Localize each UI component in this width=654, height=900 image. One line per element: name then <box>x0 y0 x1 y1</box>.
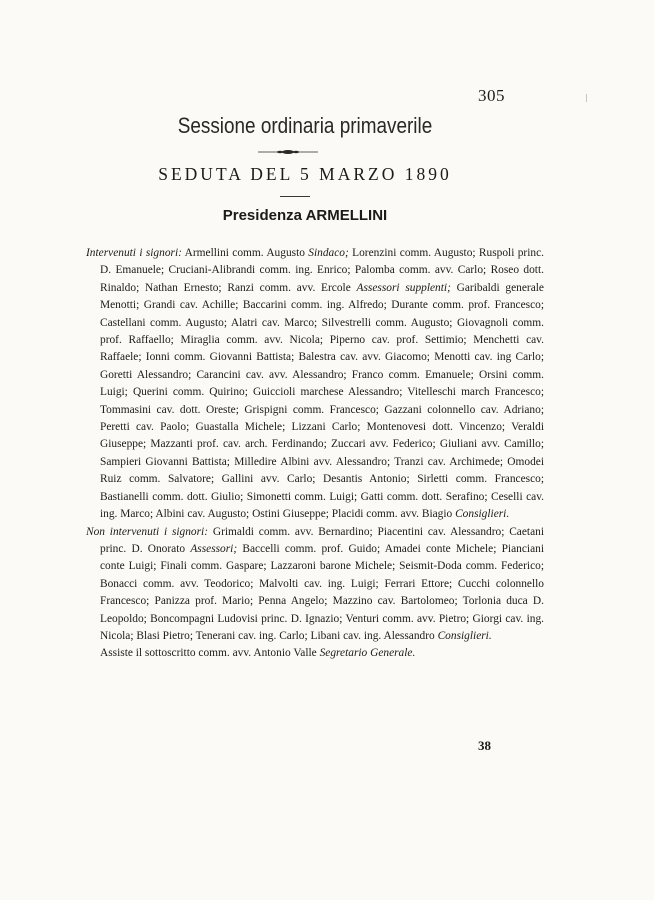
role-consiglieri-present: Consiglieri. <box>455 508 510 521</box>
absent-label: Non intervenuti i signori: <box>86 525 209 538</box>
secretary-text: Assiste il sottoscritto comm. avv. Antonio Valle <box>100 647 320 660</box>
present-text-1: Armellini comm. Augusto <box>181 247 309 259</box>
role-consiglieri-absent: Consiglieri. <box>437 629 492 642</box>
presidency-heading: Presidenza ARMELLINI <box>222 207 388 224</box>
heading-divider <box>280 196 310 197</box>
present-paragraph <box>86 245 544 524</box>
absent-text-2: Baccelli comm. prof. Guido; Amadei conte Michele; Pianciani conte Luigi; Finali comm. Gaspare; Lazzaroni barone Michele; Seismit-Doda comm. Federico; Bonacci comm. avv. Teodorico; Malvolti cav. ing. Luigi; Ferrari Ettore; Cucchi colonnello Francesco; Panizza prof. Mario; Penna Angelo; Mazzino cav. Bartolomeo; Torlonia duca D. Leopoldo; Boncompagni Ludovisi princ. D. Ignazio; Venturi comm. avv. Pietro; Giorgi cav. ing. Nicola; Blasi Pietro; Tenerani cav. ing. Carlo; Libani cav. ing. Alessandro <box>100 542 544 642</box>
absent-text-1: Grimaldi comm. avv. Bernardino; Piacentini cav. Alessandro; Caetani princ. D. Onorato <box>100 525 544 555</box>
absent-paragraph <box>86 524 544 646</box>
session-title: Sessione ordinaria primaverile <box>177 113 433 138</box>
page-number: 305 <box>478 86 505 105</box>
present-text-3: Garibaldi generale Menotti; Grandi cav. Achille; Baccarini comm. ing. Alfredo; Durante comm. prof. Francesco; Castellani comm. Augusto; Alatri cav. Marco; Silvestrelli comm. Augusto; Giovagnoli comm. prof. Raffaello; Miraglia comm. avv. Nicola; Piperno cav. prof. Settimio; Menchetti cav. Raffaele; Ionni comm. Giovanni Battista; Balestra cav. avv. Giacomo; Menotti cav. ing Carlo; Goretti Alessandro; Carancini cav. avv. Alessandro; Franco comm. Emanuele; Orsini comm. Luigi; Querini comm. Quirino; Guiccioli marchese Alessandro; Vitelleschi march Francesco; Tommasini cav. dott. Oreste; Grispigni comm. Francesco; Gazzani colonnello cav. Adriano; Peretti cav. Paolo; Guastalla Michele; Lizzani Carlo; Montenovesi dott. Vincenzo; Veraldi Giuseppe; Mazzanti prof. cav. arch. Ferdinando; Zuccari avv. Federico; Giuliani avv. Camillo; Sampieri Giovanni Battista; Milledire Albini avv. Alessandro; Tranzi cav. Archimede; Omodei Ruiz comm. Salvatore; Gallini avv. Carlo; Desantis Antonio; Sirletti comm. Francesco; Bastianelli comm. dott. Giulio; Simonetti comm. Luigi; Gatti comm. dott. Serafino; Ceselli cav. ing. Marco; Albini cav. Augusto; Ostini Giuseppe; Placidi comm. avv. Biagio <box>100 281 544 521</box>
role-assessori: Assessori; <box>190 542 238 555</box>
sheet-number: 38 <box>478 738 491 753</box>
present-label: Intervenuti i signori: <box>86 247 182 259</box>
role-segretario: Segretario Generale. <box>319 647 416 660</box>
role-sindaco: Sindaco; <box>308 247 349 259</box>
sitting-heading: SEDUTA DEL 5 MARZO 1890 <box>158 164 452 184</box>
present-text-2: Lorenzini comm. Augusto; Ruspoli princ. D. Emanuele; Cruciani-Alibrandi comm. ing. Enrico; Palomba comm. avv. Carlo; Roseo dott. Rinaldo; Nathan Ernesto; Ranzi comm. avv. Ercole <box>100 247 544 294</box>
ornament-rule <box>258 149 318 155</box>
role-assessori-supplenti: Assessori supplenti; <box>356 281 451 294</box>
scan-mark <box>586 94 587 102</box>
secretary-paragraph <box>86 645 544 662</box>
attendance-body <box>86 245 544 663</box>
